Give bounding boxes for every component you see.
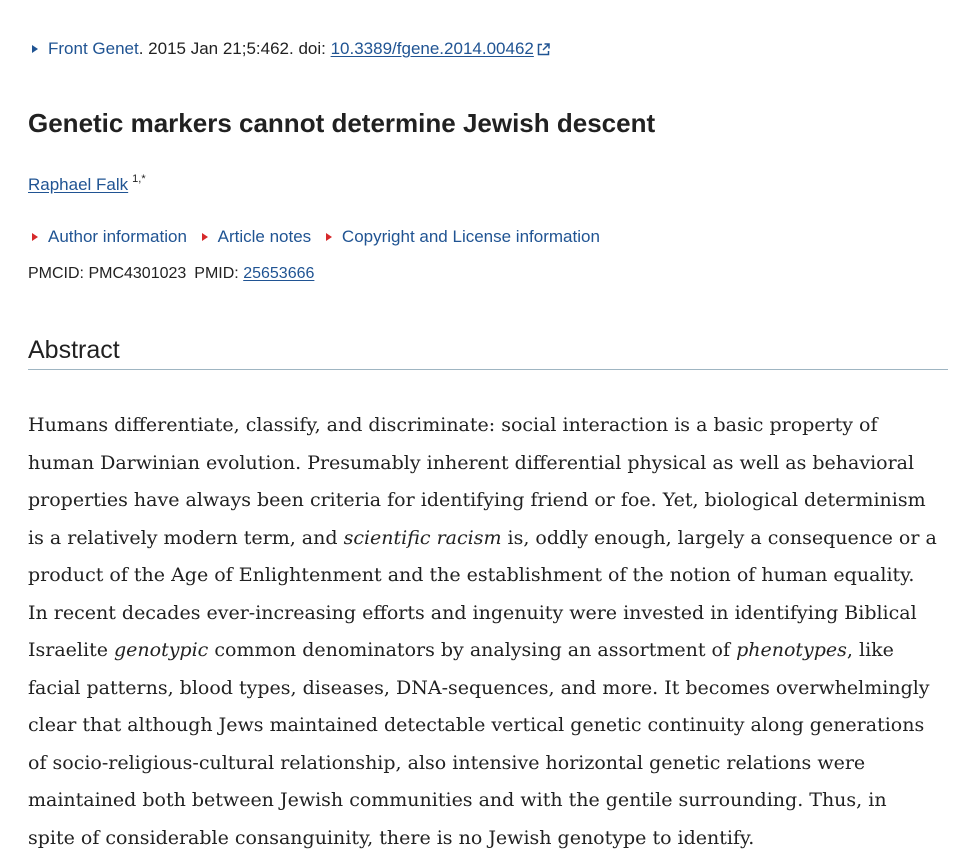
abstract-line — [28, 782, 948, 820]
abstract-text-segment: of socio-religious-cultural relationship, also intensive horizontal genetic relations were — [28, 752, 865, 774]
abstract-line — [28, 520, 948, 558]
abstract-line — [28, 670, 948, 708]
copyright-license-toggle[interactable]: Copyright and License information — [342, 227, 600, 246]
abstract-italic-term: genotypic — [114, 639, 208, 661]
doi-link[interactable]: 10.3389/fgene.2014.00462 — [331, 39, 534, 58]
pmid-link[interactable]: 25653666 — [243, 265, 314, 282]
abstract-line — [28, 482, 948, 520]
abstract-text-segment: Israelite — [28, 639, 114, 661]
abstract-heading: Abstract — [28, 334, 120, 366]
abstract-line — [28, 707, 948, 745]
abstract-line — [28, 595, 948, 633]
author-list — [28, 167, 146, 197]
abstract-italic-term: scientific racism — [344, 527, 502, 549]
journal-link[interactable]: Front Genet — [48, 39, 139, 58]
abstract-text-segment: , like — [847, 639, 894, 661]
abstract-text-segment: In recent decades ever-increasing efforts and ingenuity were invested in identifying Biblical — [28, 602, 917, 624]
abstract-line — [28, 632, 948, 670]
abstract-text-segment: clear that although Jews maintained detectable vertical genetic continuity along generations — [28, 714, 924, 736]
section-divider — [28, 369, 948, 370]
abstract-text-segment: facial patterns, blood types, diseases, DNA-sequences, and more. It becomes overwhelmingly — [28, 677, 930, 699]
abstract-italic-term: phenotypes — [736, 639, 847, 661]
abstract-text-segment: human Darwinian evolution. Presumably inherent differential physical as well as behavioral — [28, 452, 914, 474]
abstract-line — [28, 745, 948, 783]
expand-triangle-icon[interactable] — [32, 45, 38, 53]
author-information-toggle[interactable]: Author information — [48, 227, 187, 246]
author-link[interactable]: Raphael Falk — [28, 175, 128, 194]
article-title: Genetic markers cannot determine Jewish descent — [28, 106, 655, 140]
abstract-line — [28, 557, 948, 595]
abstract-line — [28, 407, 948, 445]
citation-line — [28, 37, 550, 63]
abstract-text-segment: common denominators by analysing an assortment of — [208, 639, 736, 661]
article-notes-toggle[interactable]: Article notes — [218, 227, 312, 246]
abstract-text — [28, 407, 948, 857]
external-link-icon[interactable] — [537, 39, 550, 63]
pmcid-value: PMC4301023 — [88, 265, 186, 282]
abstract-line — [28, 445, 948, 483]
expand-triangle-icon[interactable] — [202, 233, 208, 241]
article-info-links — [28, 225, 606, 249]
expand-triangle-icon[interactable] — [32, 233, 38, 241]
abstract-text-segment: is, oddly enough, largely a consequence or a — [501, 527, 936, 549]
abstract-text-segment: maintained both between Jewish communities and with the gentile surrounding. Thus, in — [28, 789, 887, 811]
abstract-text-segment: product of the Age of Enlightenment and the establishment of the notion of human equality. — [28, 564, 914, 586]
pmcid-label: PMCID: — [28, 265, 84, 282]
abstract-text-segment: spite of considerable consanguinity, there is no Jewish genotype to identify. — [28, 827, 754, 849]
abstract-line — [28, 820, 948, 857]
abstract-text-segment: Humans differentiate, classify, and discriminate: social interaction is a basic property of — [28, 414, 878, 436]
citation-details: . 2015 Jan 21;5:462. doi: — [139, 39, 331, 58]
abstract-text-segment: is a relatively modern term, and — [28, 527, 344, 549]
abstract-text-segment: properties have always been criteria for identifying friend or foe. Yet, biological determinism — [28, 489, 926, 511]
article-identifiers — [28, 262, 314, 286]
expand-triangle-icon[interactable] — [326, 233, 332, 241]
author-affiliation-marker[interactable]: 1,* — [132, 173, 145, 185]
pmid-label: PMID: — [194, 265, 238, 282]
